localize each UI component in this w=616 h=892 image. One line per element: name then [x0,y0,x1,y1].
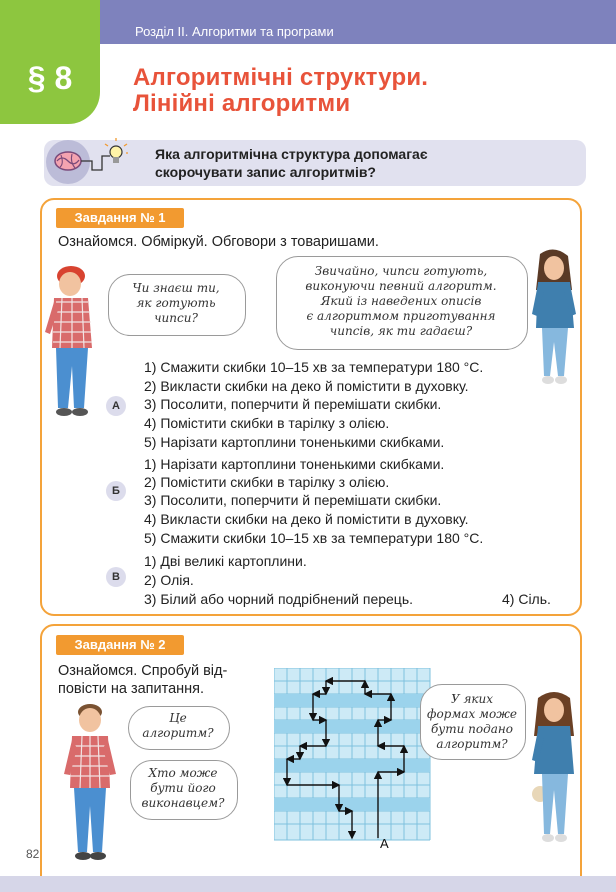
bubble-line: Який із наведених описів [320,294,482,308]
option-a-line3: 3) Посолити, поперчити й перемішати скибки. [144,396,442,412]
task2-intro-line1: Ознайомся. Спробуй від- [58,663,228,679]
option-c-line3: 3) Білий або чорний подрібнений перець. [144,591,414,607]
option-c-line4: 4) Сіль. [502,591,551,607]
page-title-line2: Лінійні алгоритми [133,90,351,117]
brain-lightbulb-icon [44,136,128,188]
boy2-illustration [60,700,122,866]
boy-illustration [42,262,104,422]
bubble-line: Чи знаєш ти, [132,281,220,295]
task2-label: Завдання № 2 [56,635,184,655]
option-b-line5: 5) Смажити скибки 10–15 хв за температури 180 °С. [144,530,484,546]
bubble-line: чипси? [154,311,198,325]
bubble-line: алгоритм? [142,726,214,740]
footer-bar [0,876,616,892]
bubble-line: виконуючи певний алгоритм. [305,279,497,293]
bubble-line: У яких [450,692,494,706]
option-a-marker: А [106,396,126,416]
bubble-line: як готують [136,296,216,310]
option-c-marker: В [106,567,126,587]
bubble-line: чипсів, як ти гадаєш? [329,324,473,338]
bubble-line: бути подано [430,722,514,736]
girl2-illustration [528,690,580,848]
question-line1: Яка алгоритмічна структура допомагає [155,146,428,162]
option-a-line2: 2) Викласти скибки на деко й помістити в духовку. [144,378,469,394]
option-b-line3: 3) Посолити, поперчити й перемішати скибки. [144,492,442,508]
bubble-line: формах може [427,707,517,721]
chapter-title: Розділ ІІ. Алгоритми та програми [135,24,334,39]
bubble-line: алгоритм? [436,737,508,751]
speech-bubble-task2-1-text [128,711,228,741]
speech-bubble-girl-text [276,264,526,339]
task2-intro-line2: повісти на запитання. [58,681,205,697]
question-line2: скорочувати запис алгоритмів? [155,164,376,180]
bubble-line: є алгоритмом приготування [306,309,496,323]
bubble-line: виконавцем? [141,796,225,810]
grid-start-label: А [380,836,389,848]
option-c-line1: 1) Дві великі картоплини. [144,553,307,569]
option-c-line2: 2) Олія. [144,572,194,588]
task1-label: Завдання № 1 [56,208,184,228]
option-a-line4: 4) Помістити скибки в тарілку з олією. [144,415,390,431]
task1-intro: Ознайомся. Обміркуй. Обговори з товаришами. [58,234,379,250]
bubble-line: Це [169,711,187,725]
option-b-line2: 2) Помістити скибки в тарілку з олією. [144,474,390,490]
speech-bubble-task2-3-text [420,692,524,752]
girl-illustration [528,248,580,388]
bubble-line: Звичайно, чипси готують, [314,264,488,278]
page-title-line1: Алгоритмічні структури. [133,64,429,91]
page-number: 82 [26,847,40,861]
option-b-marker: Б [106,481,126,501]
speech-bubble-boy-text [108,281,244,326]
section-number: § 8 [27,60,73,96]
option-b-line4: 4) Викласти скибки на деко й помістити в духовку. [144,511,469,527]
speech-bubble-task2-2-text [130,766,236,811]
option-b-line1: 1) Нарізати картоплини тоненькими скибками. [144,456,445,472]
option-a-line1: 1) Смажити скибки 10–15 хв за температури 180 °С. [144,359,484,375]
bubble-line: Хто може [148,766,218,780]
bubble-line: бути його [150,781,216,795]
option-a-line5: 5) Нарізати картоплини тоненькими скибками. [144,434,445,450]
algorithm-grid [274,668,432,848]
